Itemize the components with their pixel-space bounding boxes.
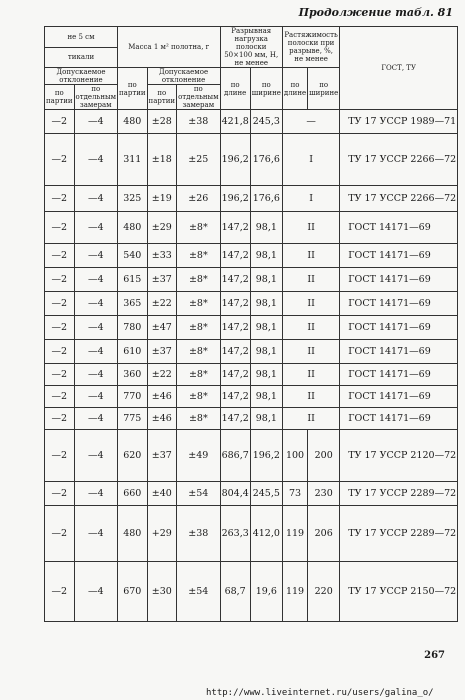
- table-cell: —4: [74, 244, 117, 268]
- table-cell: 610: [118, 340, 148, 364]
- header-massa: Масса 1 м² полотна, г: [118, 27, 221, 68]
- table-cell: 360: [118, 364, 148, 386]
- table-cell: —2: [45, 268, 75, 292]
- table-cell: II: [282, 386, 339, 408]
- gost-cell: ТУ 17 УССР 1989—71: [340, 110, 458, 134]
- table-cell: II: [282, 364, 339, 386]
- table-row: [45, 506, 458, 562]
- table-cell: 245,3: [250, 110, 282, 134]
- table-cell: 196,2: [250, 430, 282, 482]
- table-cell: 540: [118, 244, 148, 268]
- table-cell: ±18: [147, 134, 177, 186]
- table-row: [45, 316, 458, 340]
- table-cell: —2: [45, 316, 75, 340]
- table-cell: —4: [74, 212, 117, 244]
- table-cell: 98,1: [250, 386, 282, 408]
- table-row: [45, 212, 458, 244]
- table-cell: 206: [308, 506, 340, 562]
- table-cell: 176,6: [250, 134, 282, 186]
- table-cell: 245,5: [250, 482, 282, 506]
- gost-cell: ГОСТ 14171—69: [340, 340, 458, 364]
- table-cell: —2: [45, 244, 75, 268]
- gost-cell: ГОСТ 14171—69: [340, 316, 458, 340]
- table-cell: 98,1: [250, 292, 282, 316]
- table-cell: 100: [282, 430, 307, 482]
- gost-cell: ТУ 17 УССР 2150—72: [340, 562, 458, 622]
- table-row: [45, 386, 458, 408]
- gost-cell: ТУ 17 УССР 2266—72: [340, 186, 458, 212]
- header-po-partii2: по партии: [118, 68, 148, 110]
- table-cell: ±37: [147, 340, 177, 364]
- table-cell: —2: [45, 364, 75, 386]
- table-cell: 480: [118, 506, 148, 562]
- table-cell: 98,1: [250, 340, 282, 364]
- gost-cell: ГОСТ 14171—69: [340, 292, 458, 316]
- table-cell: ±46: [147, 386, 177, 408]
- table-cell: 98,1: [250, 268, 282, 292]
- table-cell: 19,6: [250, 562, 282, 622]
- table-cell: 147,2: [220, 364, 250, 386]
- table-cell: —4: [74, 292, 117, 316]
- table-cell: 770: [118, 386, 148, 408]
- table-cell: ±38: [177, 110, 220, 134]
- table-cell: —4: [74, 562, 117, 622]
- gost-cell: ГОСТ 14171—69: [340, 408, 458, 430]
- table-cell: —2: [45, 212, 75, 244]
- table-cell: +29: [147, 506, 177, 562]
- table-cell: ±25: [177, 134, 220, 186]
- table-cell: ±54: [177, 482, 220, 506]
- table-cell: 804,4: [220, 482, 250, 506]
- table-cell: —2: [45, 386, 75, 408]
- table-cell: 311: [118, 134, 148, 186]
- table-cell: —4: [74, 316, 117, 340]
- gost-cell: ГОСТ 14171—69: [340, 244, 458, 268]
- table-cell: ±46: [147, 408, 177, 430]
- table-cell: ±33: [147, 244, 177, 268]
- table-cell: 365: [118, 292, 148, 316]
- table-cell: ±37: [147, 430, 177, 482]
- header-top1: не 5 см: [45, 27, 118, 48]
- table-cell: —: [282, 110, 339, 134]
- table-cell: ±8*: [177, 408, 220, 430]
- table-cell: ±8*: [177, 340, 220, 364]
- table-cell: ±8*: [177, 244, 220, 268]
- table-cell: II: [282, 316, 339, 340]
- table-cell: ±37: [147, 268, 177, 292]
- table-cell: ±8*: [177, 292, 220, 316]
- table-cell: II: [282, 268, 339, 292]
- table-cell: —4: [74, 430, 117, 482]
- table-cell: —2: [45, 562, 75, 622]
- table-cell: ±22: [147, 364, 177, 386]
- table-cell: 147,2: [220, 244, 250, 268]
- table-cell: II: [282, 408, 339, 430]
- table-cell: ±47: [147, 316, 177, 340]
- table-cell: 480: [118, 212, 148, 244]
- table-cell: 686,7: [220, 430, 250, 482]
- table-row: [45, 562, 458, 622]
- table-cell: —4: [74, 268, 117, 292]
- table-cell: 147,2: [220, 212, 250, 244]
- table-cell: I: [282, 186, 339, 212]
- table-cell: 147,2: [220, 316, 250, 340]
- gost-cell: ТУ 17 УССР 2289—72: [340, 482, 458, 506]
- table-row: [45, 408, 458, 430]
- table-cell: —4: [74, 386, 117, 408]
- table-cell: —2: [45, 430, 75, 482]
- table-cell: 615: [118, 268, 148, 292]
- gost-cell: ТУ 17 УССР 2289—72: [340, 506, 458, 562]
- table-cell: 147,2: [220, 340, 250, 364]
- table-cell: —4: [74, 364, 117, 386]
- table-cell: 147,2: [220, 292, 250, 316]
- table-row: [45, 134, 458, 186]
- table-cell: 119: [282, 506, 307, 562]
- table-cell: II: [282, 292, 339, 316]
- table-cell: 263,3: [220, 506, 250, 562]
- table-cell: —4: [74, 110, 117, 134]
- table-cell: ±26: [177, 186, 220, 212]
- table-cell: 147,2: [220, 408, 250, 430]
- table-cell: —4: [74, 506, 117, 562]
- table-cell: 73: [282, 482, 307, 506]
- table-cell: ±54: [177, 562, 220, 622]
- page-caption: Продолжение табл. 81: [298, 6, 453, 19]
- table-cell: ±40: [147, 482, 177, 506]
- table-cell: ±8*: [177, 316, 220, 340]
- gost-cell: ТУ 17 УССР 2266—72: [340, 134, 458, 186]
- header-po-dline: по длине: [220, 68, 250, 110]
- table-cell: II: [282, 212, 339, 244]
- table-cell: ±8*: [177, 212, 220, 244]
- table-row: [45, 482, 458, 506]
- table-cell: 421,8: [220, 110, 250, 134]
- table-cell: II: [282, 244, 339, 268]
- header-po-shirine: по ширине: [250, 68, 282, 110]
- table-cell: ±19: [147, 186, 177, 212]
- header-dop2: Допускаемое отклонение: [147, 68, 220, 85]
- table-cell: 780: [118, 316, 148, 340]
- table-cell: 147,2: [220, 386, 250, 408]
- header-rast: Растяжимость полоски при разрыве, %, не менее: [282, 27, 339, 68]
- table-cell: —2: [45, 134, 75, 186]
- gost-cell: ГОСТ 14171—69: [340, 212, 458, 244]
- table-row: [45, 292, 458, 316]
- table-cell: ±49: [177, 430, 220, 482]
- gost-cell: ГОСТ 14171—69: [340, 364, 458, 386]
- header-po-dline2: по длине: [282, 68, 307, 110]
- table-cell: —2: [45, 506, 75, 562]
- header-po-shirine2: по ширине: [308, 68, 340, 110]
- table-cell: —2: [45, 186, 75, 212]
- table-cell: II: [282, 340, 339, 364]
- table-cell: 230: [308, 482, 340, 506]
- table-cell: —2: [45, 408, 75, 430]
- table-cell: ±8*: [177, 268, 220, 292]
- table-cell: 98,1: [250, 212, 282, 244]
- table-cell: 660: [118, 482, 148, 506]
- table-cell: 119: [282, 562, 307, 622]
- table-cell: 325: [118, 186, 148, 212]
- header-razryv: Разрывная нагрузка полоски 50×100 мм, Н, не менее: [220, 27, 282, 68]
- table-cell: 620: [118, 430, 148, 482]
- table-row: [45, 268, 458, 292]
- table-row: [45, 340, 458, 364]
- header-dop: Допускаемое отклонение: [45, 68, 118, 85]
- table-row: [45, 110, 458, 134]
- table-row: [45, 364, 458, 386]
- table-row: [45, 430, 458, 482]
- table-cell: 68,7: [220, 562, 250, 622]
- table-cell: —4: [74, 408, 117, 430]
- table-cell: 200: [308, 430, 340, 482]
- table-cell: 412,0: [250, 506, 282, 562]
- table-cell: I: [282, 134, 339, 186]
- table-cell: ±29: [147, 212, 177, 244]
- table-cell: —4: [74, 482, 117, 506]
- table-cell: ±8*: [177, 386, 220, 408]
- table-cell: —4: [74, 134, 117, 186]
- header-gost: ГОСТ, ТУ: [340, 27, 458, 110]
- table-cell: 98,1: [250, 316, 282, 340]
- gost-cell: ТУ 17 УССР 2120—72: [340, 430, 458, 482]
- header-po-otd2: по отдельным замерам: [178, 85, 219, 109]
- table-cell: 480: [118, 110, 148, 134]
- table-cell: 98,1: [250, 408, 282, 430]
- header-po-partii: по партии: [45, 85, 75, 110]
- table-cell: ±38: [177, 506, 220, 562]
- table-cell: —4: [74, 340, 117, 364]
- table-cell: —2: [45, 292, 75, 316]
- table-cell: 147,2: [220, 268, 250, 292]
- table-cell: —4: [74, 186, 117, 212]
- table-row: [45, 244, 458, 268]
- table-row: [45, 186, 458, 212]
- table-cell: 196,2: [220, 134, 250, 186]
- table-cell: 775: [118, 408, 148, 430]
- table-cell: 196,2: [220, 186, 250, 212]
- table-cell: 220: [308, 562, 340, 622]
- table-cell: ±8*: [177, 364, 220, 386]
- table-cell: 98,1: [250, 364, 282, 386]
- table-cell: —2: [45, 340, 75, 364]
- table-cell: ±28: [147, 110, 177, 134]
- table-cell: ±30: [147, 562, 177, 622]
- data-table: [44, 26, 458, 622]
- table-cell: —2: [45, 110, 75, 134]
- header-po-otd: по отдельным замерам: [75, 85, 117, 109]
- table-cell: 176,6: [250, 186, 282, 212]
- table-cell: 670: [118, 562, 148, 622]
- table-cell: —2: [45, 482, 75, 506]
- page-number: 267: [424, 650, 445, 661]
- header-top2: тикали: [45, 47, 118, 68]
- header-po-partii3: по партии: [147, 85, 177, 110]
- gost-cell: ГОСТ 14171—69: [340, 386, 458, 408]
- table-cell: ±22: [147, 292, 177, 316]
- gost-cell: ГОСТ 14171—69: [340, 268, 458, 292]
- source-url: http://www.liveinternet.ru/users/galina_o/: [206, 688, 434, 698]
- table-cell: 98,1: [250, 244, 282, 268]
